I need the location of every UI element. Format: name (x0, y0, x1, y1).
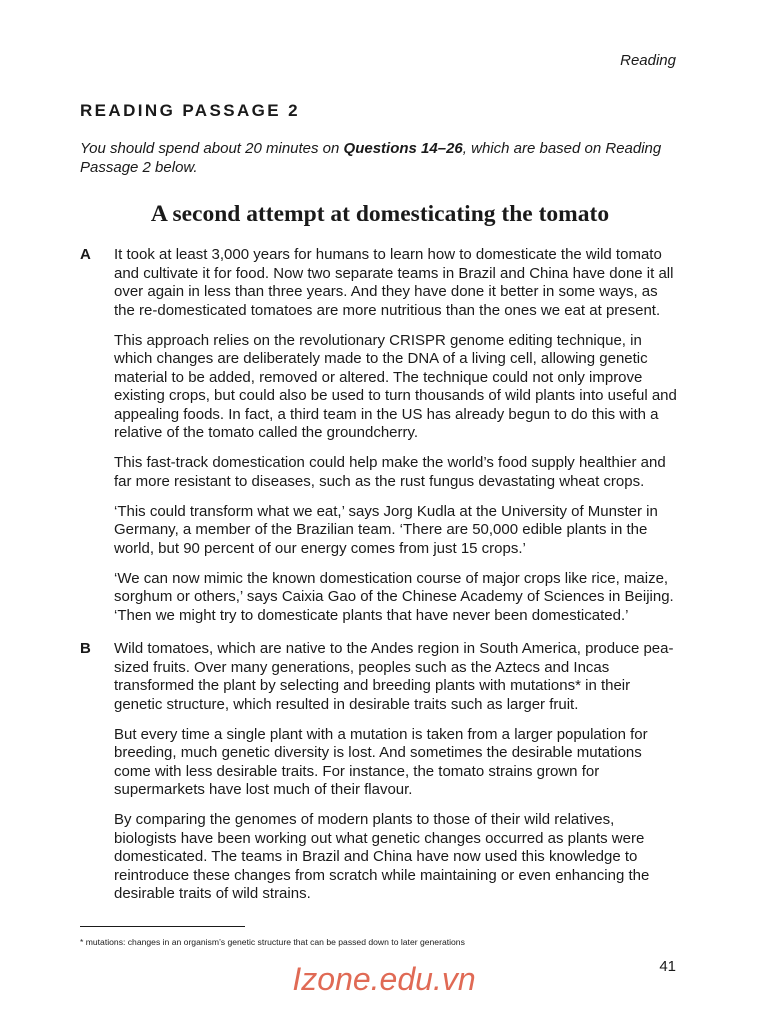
section-letter-b: B (80, 640, 91, 657)
paragraph: This approach relies on the revolutionary CRISPR genome editing technique, in which changes are deliberately made to the DNA of a living cell, allowing genetic material to be added, removed or altered. The technique could not only improve existing crops, but could also be used to turn thousands of wild plants into useful and appealing foods. In fact, a third team in the US has already begun to do this with a relative of the tomato called the groundcherry. (114, 331, 677, 441)
paragraph: It took at least 3,000 years for humans to learn how to domesticate the wild tomato and cultivate it for food. Now two separate teams in Brazil and China have done it all over again in less than three years. And they have done it better in some ways, as the re-domesticated tomatoes are more nutritious than the ones we eat at present. (114, 246, 674, 319)
paragraph: This fast-track domestication could help make the world’s food supply healthier and far more resistant to diseases, such as the rust fungus devastating wheat crops. (114, 454, 666, 490)
paragraph: ‘We can now mimic the known domestication course of major crops like rice, maize, sorghum or others,’ says Caixia Gao of the Chinese Academy of Sciences in Beijing. ‘Then we might try to domesticate plants that have never been domesticated.’ (114, 569, 674, 624)
section-b (80, 640, 680, 915)
section-letter-a: A (80, 246, 91, 263)
running-head: Reading (620, 52, 676, 69)
footnote: * mutations: changes in an organism’s genetic structure that can be passed down to later generations (80, 937, 465, 947)
paragraph: But every time a single plant with a mutation is taken from a larger population for breeding, much genetic diversity is lost. And sometimes the desirable mutations come with less desirable traits. For instance, the tomato strains grown for supermarkets have lost much of their flavour. (114, 725, 648, 798)
watermark: Izone.edu.vn (292, 961, 476, 997)
paragraph: Wild tomatoes, which are native to the Andes region in South America, produce pea-sized fruits. Over many generations, peoples such as the Aztecs and Incas transformed the plant by selecting and breeding plants with mutations* in their genetic structure, which resulted in desirable traits such as larger fruit. (114, 640, 674, 713)
page-number: 41 (659, 958, 676, 975)
section-label: READING PASSAGE 2 (80, 101, 300, 120)
passage-title: A second attempt at domesticating the tomato (150, 201, 610, 227)
section-a (80, 246, 680, 637)
footnote-rule (80, 926, 245, 927)
paragraph: ‘This could transform what we eat,’ says Jorg Kudla at the University of Munster in Germany, a member of the Brazilian team. ‘There are 50,000 edible plants in the world, but 90 percent of our energy comes from just 15 crops.’ (114, 502, 658, 557)
paragraph: By comparing the genomes of modern plants to those of their wild relatives, biologists have been working out what genetic changes occurred as plants were domesticated. The teams in Brazil and China have now used this knowledge to reintroduce these changes from scratch while maintaining or even enhancing the desirable traits of wild strains. (114, 811, 650, 902)
instruction-text-before: You should spend about 20 minutes on (80, 140, 344, 157)
instruction (80, 140, 680, 177)
instruction-text-after: , which are based on Reading Passage 2 below. (80, 140, 662, 176)
instruction-questions: Questions 14–26 (343, 140, 463, 157)
